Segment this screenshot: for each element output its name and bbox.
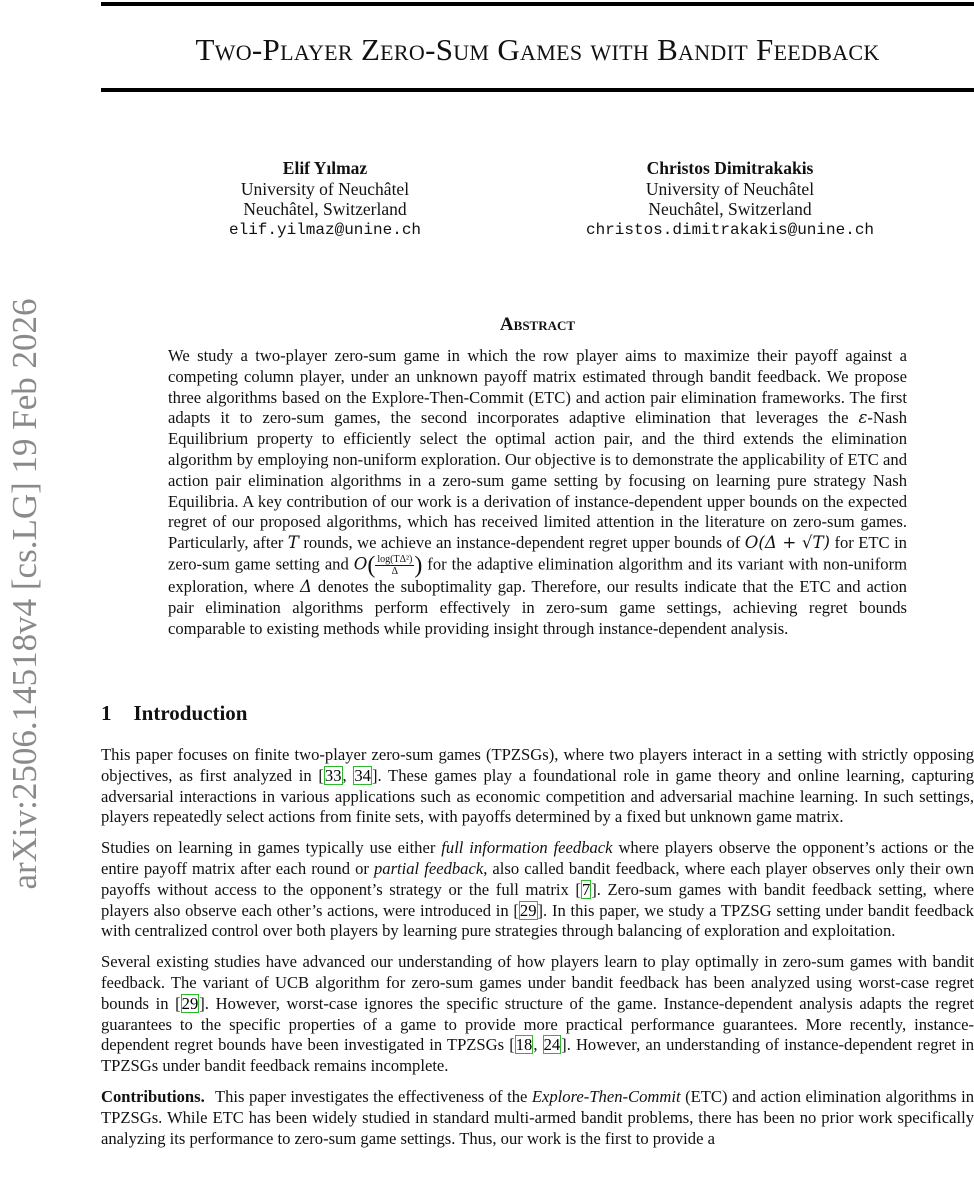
math-epsilon: ε <box>858 408 868 428</box>
abstract-text: denotes the suboptimality gap. Therefore, our results indicate that the ETC and action pair elimination algorithms perform effectively in zero-sum game settings, achieving regret bounds comparable to existing methods while providing insight through instance-dependent analysis. <box>168 576 907 638</box>
abstract-text: for the adaptive elimination algorithm and its variant with non-uniform exploration, where <box>168 554 907 596</box>
citation-link[interactable]: 29 <box>519 900 537 920</box>
citation-link[interactable]: 18 <box>515 1035 533 1055</box>
arxiv-identifier: arXiv:2506.14518v4 [cs.LG] 19 Feb 2026 <box>5 298 44 890</box>
paragraph: Several existing studies have advanced our understanding of how players learn to play optimally in zero-sum games with bandit feedback. The variant of UCB algorithm for zero-sum games under bandit feedback has been analyzed using worst-case regret bounds in [29]. However, worst-case ignores the specific structure of the game. Instance-dependent analysis adapts the regret guarantees to the specific properties of a game to provide more practical performance guarantees. More recently, instance-dependent regret bounds have been investigated in TPZSGs [18, 24]. However, an understanding of instance-dependent regret in TPZSGs under bandit feedback remains incomplete. <box>101 952 974 1076</box>
section-title: Introduction <box>133 701 248 725</box>
paragraph: Studies on learning in games typically use either full information feedback where players observe the opponent’s actions or the entire payoff matrix after each round or partial feedback, also called bandit feedback, where each player observes only their own payoffs without access to the opponent’s strategy or the full matrix [7]. Zero-sum games with bandit feedback setting, where players also observe each other’s actions, were introduced in [29]. In this paper, we study a TPZSG setting under bandit feedback with centralized control over both players by learning pure strategies through balancing of exploration and exploitation. <box>101 838 974 941</box>
math-big-o: O <box>353 554 368 574</box>
citation-link[interactable]: 29 <box>181 993 199 1013</box>
paragraph: This paper focuses on finite two-player zero-sum games (TPZSGs), where two players interact in a setting with strictly opposing objectives, as first analyzed in [33, 34]. These games play a foundational role in game theory and online learning, capturing adversarial interactions in various applications such as economic competition and adversarial machine learning. In such settings, players repeatedly select actions from finite sets, with payoffs determined by a fixed but unknown game matrix. <box>101 745 974 827</box>
author-name: Elif Yılmaz <box>282 158 368 178</box>
author-block <box>530 158 930 240</box>
abstract-body <box>168 346 907 639</box>
citation-link[interactable]: 34 <box>354 765 371 785</box>
author-email[interactable]: elif.yilmaz@unine.ch <box>228 220 422 239</box>
abstract-text: rounds, we achieve an instance-dependent regret upper bounds of <box>298 533 745 553</box>
math-T: T <box>287 533 299 553</box>
author-block <box>200 158 450 240</box>
introduction-body <box>101 745 974 1159</box>
title-bottom-rule <box>101 88 974 92</box>
fraction-denominator: Δ <box>391 565 399 577</box>
math-delta: Δ <box>300 576 312 596</box>
section-heading <box>101 700 247 726</box>
author-location: Neuchâtel, Switzerland <box>648 199 812 219</box>
citation-link[interactable]: 24 <box>543 1035 561 1055</box>
abstract-heading: Abstract <box>499 314 576 335</box>
abstract-text: We study a two-player zero-sum game in which the row player aims to maximize their payoff against a competing column player, under an unknown payoff matrix estimated through bandit feedback. We propose three algorithms based on the Explore-Then-Commit (ETC) and action pair elimination frameworks. The first adapts it to zero-sum games, the second incorporates adaptive elimination that leverages the <box>168 346 907 428</box>
abstract-text: -Nash Equilibrium property to efficiently select the optimal action pair, and the third extends the elimination algorithm by employing non-uniform exploration. Our objective is to demonstrate the applicability of ETC and action pair elimination algorithms in a zero-sum game setting by focusing on learning pure strategy Nash Equilibria. A key contribution of our work is a derivation of instance-dependent upper bounds on the expected regret of our proposed algorithms, which has received limited attention in the literature on zero-sum games. Particularly, after <box>168 408 907 553</box>
math-paren: ) <box>414 552 423 579</box>
fraction-numerator: log(TΔ²) <box>377 553 413 565</box>
section-number: 1 <box>101 701 112 725</box>
author-affiliation: University of Neuchâtel <box>645 178 815 199</box>
citation-link[interactable]: 7 <box>581 879 591 899</box>
author-email[interactable]: christos.dimitrakakis@unine.ch <box>585 220 875 239</box>
title-top-rule <box>101 2 974 6</box>
author-affiliation: University of Neuchâtel <box>240 178 410 199</box>
math-fraction <box>375 554 414 577</box>
paragraph-run-in-heading: Contributions. <box>101 1086 205 1106</box>
author-location: Neuchâtel, Switzerland <box>243 199 407 219</box>
paper-title: Two-Player Zero-Sum Games with Bandit Feedback <box>195 32 880 67</box>
abstract-text: for ETC in zero-sum game setting and <box>168 533 907 574</box>
author-name: Christos Dimitrakakis <box>646 158 814 178</box>
math-paren: ( <box>367 552 376 579</box>
paragraph: Contributions. This paper investigates the effectiveness of the Explore-Then-Commit (ETC) and action elimination algorithms in TPZSGs. While ETC has been widely studied in standard multi-armed bandit problems, there has been no prior work specifically analyzing its performance to zero-sum game settings. Thus, our work is the first to provide a <box>101 1086 974 1148</box>
citation-link[interactable]: 33 <box>324 765 342 785</box>
math-etc-bound: O(Δ + √T) <box>744 533 831 553</box>
